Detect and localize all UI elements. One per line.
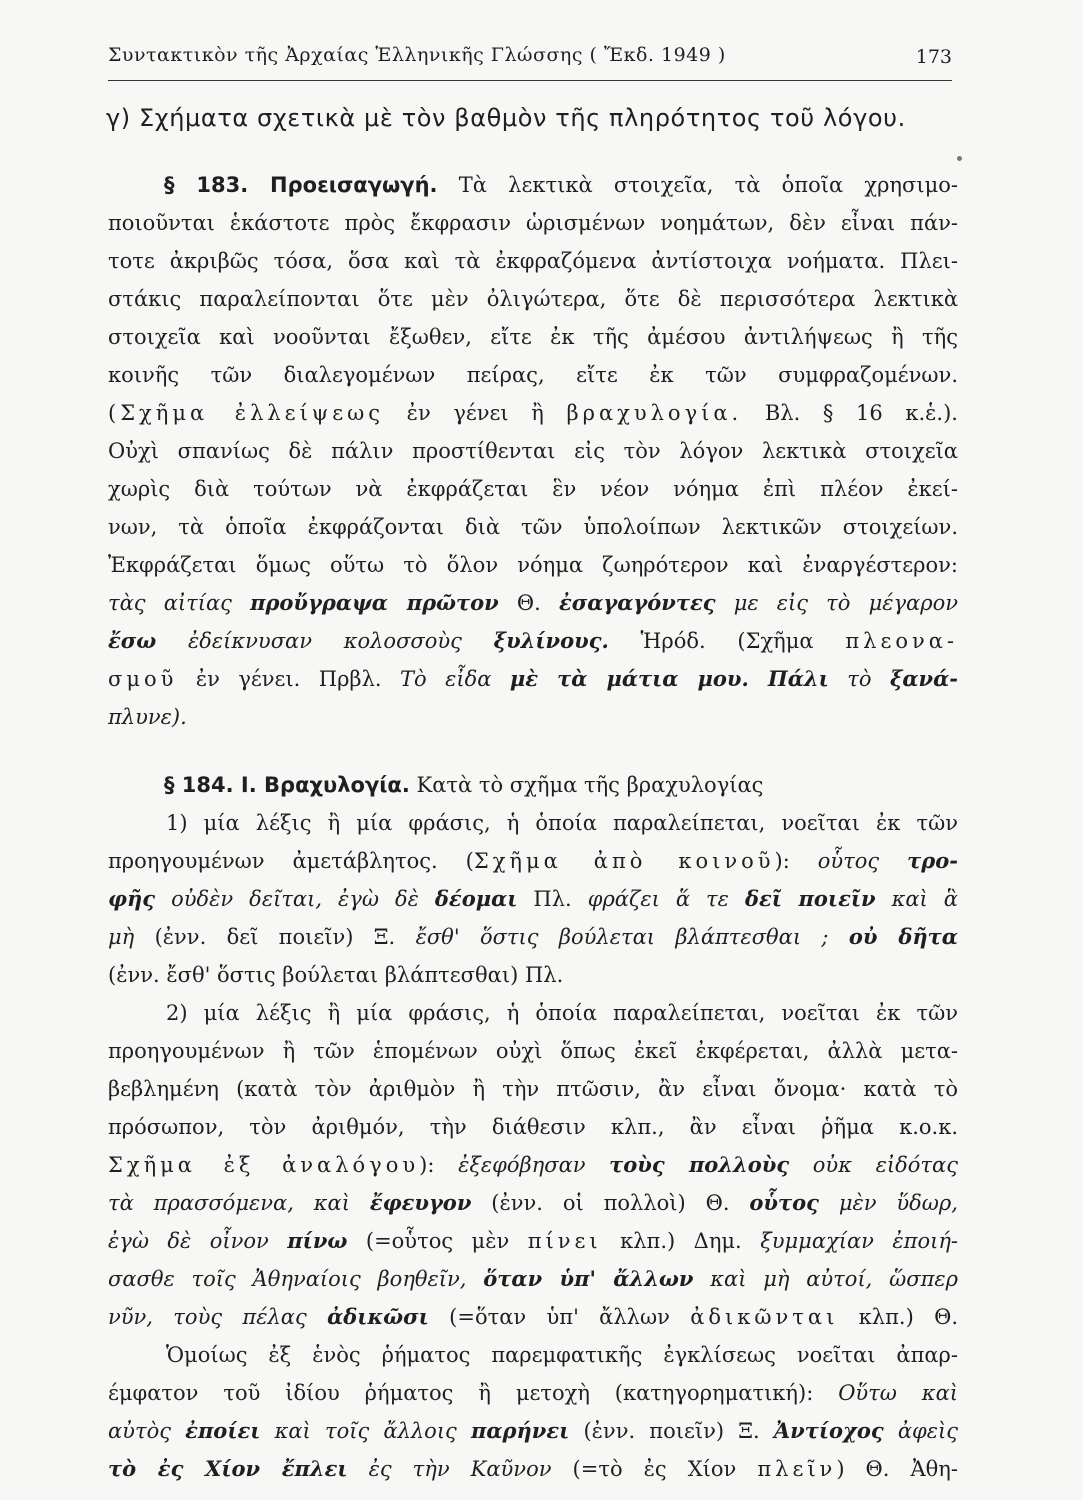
text-line: χωρὶς διὰ τούτων νὰ ἐκφράζεται ἓν νέον νόημα ἐπὶ πλέον ἐκεί-: [108, 477, 958, 501]
text-line: Ἐκφράζεται ὅμως οὕτω τὸ ὅλον νόημα ζωηρότερον καὶ ἐναργέστερον:: [108, 553, 958, 577]
text-line: στοιχεῖα καὶ νοοῦνται ἔξωθεν, εἴτε ἐκ τῆς ἀμέσου ἀντιλήψεως ἢ τῆς: [108, 325, 958, 349]
margin-dot: [957, 156, 962, 161]
text-line: νων, τὰ ὁποῖα ἐκφράζονται διὰ τῶν ὑπολοίπων λεκτικῶν στοιχείων.: [108, 515, 958, 539]
text-line: 2) μία λέξις ἢ μία φράσις, ἡ ὁποία παραλείπεται, νοεῖται ἐκ τῶν: [166, 1001, 958, 1025]
text-line: φῆς οὐδὲν δεῖται, ἐγὼ δὲ δέομαι Πλ. φράζει ἅ τε δεῖ ποιεῖν καὶ ἃ: [108, 886, 958, 911]
text-line: σμοῦ ἐν γένει. Πρβλ. Τὸ εἶδα μὲ τὰ μάτια μου. Πάλι τὸ ξανά-: [108, 666, 958, 691]
text-line: προηγουμένων ἢ τῶν ἑπομένων οὐχὶ ὅπως ἐκεῖ ἐκφέρεται, ἀλλὰ μετα-: [108, 1039, 958, 1063]
text-line: τοτε ἀκριβῶς τόσα, ὅσα καὶ τὰ ἐκφραζόμενα ἀντίστοιχα νοήματα. Πλει-: [108, 249, 958, 273]
text-line: σασθε τοῖς Ἀθηναίοις βοηθεῖν, ὅταν ὑπ' ἄλλων καὶ μὴ αὐτοί, ὥσπερ: [108, 1266, 958, 1291]
text-line: προηγουμένων ἀμετάβλητος. (Σχῆμα ἀπὸ κοινοῦ): οὗτος τρο-: [108, 848, 958, 873]
text-line: βεβλημένη (κατὰ τὸν ἀριθμὸν ἢ τὴν πτῶσιν, ἂν εἶναι ὄνομα· κατὰ τὸ: [108, 1077, 958, 1101]
section-title: γ) Σχήματα σχετικὰ μὲ τὸν βαθμὸν τῆς πληρότητος τοῦ λόγου.: [106, 104, 906, 132]
page-number: 173: [915, 46, 952, 68]
text-line: § 184. Ι. Βραχυλογία. Κατὰ τὸ σχῆμα τῆς βραχυλογίας: [164, 773, 764, 797]
text-line: στάκις παραλείπονται ὅτε μὲν ὀλιγώτερα, ὅτε δὲ περισσότερα λεκτικὰ: [108, 287, 958, 311]
text-line: (ἐνν. ἔσθ' ὅστις βούλεται βλάπτεσθαι) Πλ.: [108, 963, 564, 987]
text-line: μὴ (ἐνν. δεῖ ποιεῖν) Ξ. ἔσθ' ὅστις βούλεται βλάπτεσθαι ; οὐ δῆτα: [108, 924, 958, 949]
text-line: πρόσωπον, τὸν ἀριθμόν, τὴν διάθεσιν κλπ., ἂν εἶναι ῥῆμα κ.ο.κ.: [108, 1115, 958, 1139]
running-header: [108, 36, 952, 81]
text-line: § 183. Προεισαγωγή. Τὰ λεκτικὰ στοιχεῖα, τὰ ὁποῖα χρησιμο-: [164, 173, 958, 197]
text-line: ποιοῦνται ἑκάστοτε πρὸς ἔκφρασιν ὡρισμένων νοημάτων, δὲν εἶναι πάν-: [108, 211, 958, 235]
body-text: [108, 166, 958, 1488]
text-line: αὐτὸς ἐποίει καὶ τοῖς ἄλλοις παρήνει (ἐνν. ποιεῖν) Ξ. Ἀντίοχος ἀφεὶς: [108, 1418, 959, 1443]
text-line: ἔσω ἐδείκνυσαν κολοσσοὺς ξυλίνους. Ἡρόδ. (Σχῆμα πλεονα-: [108, 628, 959, 653]
text-line: τὰς αἰτίας προὔγραψα πρῶτον Θ. ἐσαγαγόντες με εἰς τὸ μέγαρον: [108, 590, 958, 615]
text-line: 1) μία λέξις ἢ μία φράσις, ἡ ὁποία παραλείπεται, νοεῖται ἐκ τῶν: [166, 811, 958, 835]
text-line: ἐγὼ δὲ οἶνον πίνω (=οὗτος μὲν πίνει κλπ.) Δημ. ξυμμαχίαν ἐποιή-: [108, 1228, 958, 1253]
text-line: νῦν, τοὺς πέλας ἀδικῶσι (=ὅταν ὑπ' ἄλλων ἀδικῶνται κλπ.) Θ.: [108, 1304, 959, 1329]
text-line: τὸ ἐς Χίον ἔπλει ἐς τὴν Καῦνον (=τὸ ἐς Χίον πλεῖν) Θ. Ἀθη-: [108, 1456, 958, 1481]
running-title: Συντακτικὸν τῆς Ἀρχαίας Ἑλληνικῆς Γλώσσης ( Ἔκδ. 1949 ): [108, 44, 726, 66]
text-line: τὰ πρασσόμενα, καὶ ἔφευγον (ἐνν. οἱ πολλοὶ) Θ. οὗτος μὲν ὕδωρ,: [108, 1190, 958, 1215]
text-line: Σχῆμα ἐξ ἀναλόγου): ἐξεφόβησαν τοὺς πολλοὺς οὐκ εἰδότας: [108, 1152, 958, 1177]
text-line: (Σχῆμα ἐλλείψεως ἐν γένει ἢ βραχυλογία. Βλ. § 16 κ.ἑ.).: [108, 401, 958, 425]
text-line: Ὁμοίως ἐξ ἑνὸς ῥήματος παρεμφατικῆς ἐγκλίσεως νοεῖται ἀπαρ-: [166, 1343, 958, 1367]
text-line: έμφατον τοῦ ἰδίου ῥήματος ἢ μετοχὴ (κατηγορηματική): Οὕτω καὶ: [108, 1381, 958, 1405]
text-line: Οὐχὶ σπανίως δὲ πάλιν προστίθενται εἰς τὸν λόγον λεκτικὰ στοιχεῖα: [108, 439, 958, 463]
text-line: κοινῆς τῶν διαλεγομένων πείρας, εἴτε ἐκ τῶν συμφραζομένων.: [108, 363, 958, 387]
text-line: πλυνε).: [108, 705, 187, 729]
